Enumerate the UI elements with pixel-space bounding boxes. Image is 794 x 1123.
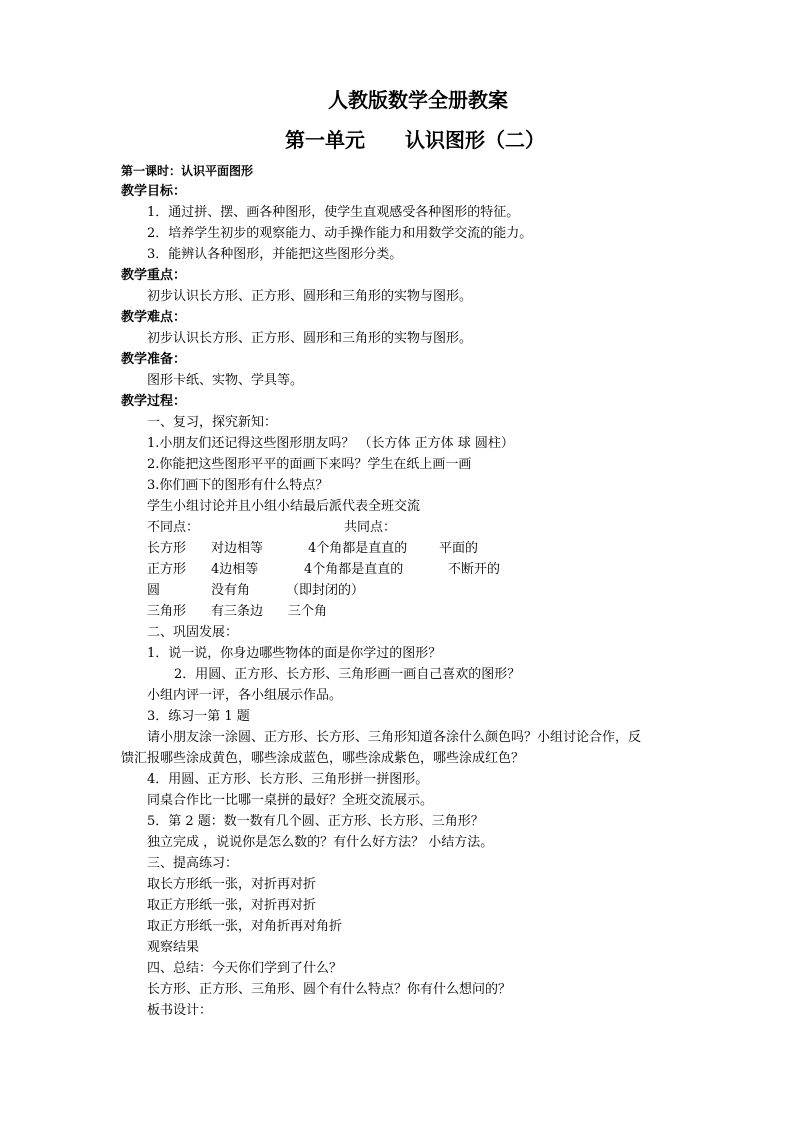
shape-name: 三角形 — [147, 604, 187, 619]
question-1: 1.小朋友们还记得这些图形朋友吗？ （长方体 正方体 球 圆柱） — [147, 436, 514, 451]
shape-angles: 4个角都是直直的 — [304, 562, 404, 577]
practice-item: 取正方形纸一张，对折再对折 — [147, 898, 317, 913]
lesson-heading: 第一课时：认识平面图形 — [121, 164, 254, 178]
shape-name: 正方形 — [147, 562, 187, 577]
shape-edges: 没有角 — [211, 583, 251, 598]
shape-edges: 有三条边 — [211, 604, 264, 619]
question-2: 2.你能把这些图形平平的面画下来吗？学生在纸上画一画 — [147, 457, 472, 472]
preparation-heading: 教学准备： — [121, 352, 187, 367]
section-2-title: 二、巩固发展： — [147, 625, 239, 640]
key-points-text: 初步认识长方形、正方形、圆形和三角形的实物与图形。 — [147, 289, 473, 304]
shape-name: 长方形 — [147, 541, 187, 556]
shape-name: 圆 — [147, 583, 161, 598]
key-points-heading: 教学重点： — [121, 268, 187, 283]
exercise-item: 4．用圆、正方形、长方形、三角形拼一拼图形。 — [147, 772, 429, 787]
document-title: 人教版数学全册教案 — [328, 88, 508, 112]
section-4-title: 四、总结：今天你们学到了什么？ — [147, 961, 343, 976]
exercise-note: 请小朋友涂一涂圆、正方形、长方形、三角形知道各涂什么颜色吗？小组讨论合作，反 — [147, 730, 642, 745]
summary-question: 长方形、正方形、三角形、圆个有什么特点？你有什么想问的？ — [147, 982, 512, 997]
exercise-note: 馈汇报哪些涂成黄色，哪些涂成蓝色，哪些涂成紫色，哪些涂成红色？ — [121, 751, 525, 766]
exercise-note: 小组内评一评，各小组展示作品。 — [147, 688, 343, 703]
shape-common: 不断开的 — [448, 562, 501, 577]
practice-item: 取正方形纸一张，对角折再对角折 — [147, 919, 343, 934]
objectives-heading: 教学目标： — [121, 184, 187, 199]
practice-item: 取长方形纸一张，对折再对折 — [147, 877, 317, 892]
similarities-label: 共同点： — [344, 520, 397, 535]
objective-item: 3．能辨认各种图形，并能把这些图形分类。 — [147, 247, 403, 262]
shape-angles: 三个角 — [288, 604, 328, 619]
difficulties-text: 初步认识长方形、正方形、圆形和三角形的实物与图形。 — [147, 331, 473, 346]
exercise-item: 5．第 2 题：数一数有几个圆、正方形、长方形、三角形？ — [147, 814, 484, 829]
process-heading: 教学过程： — [121, 394, 187, 409]
exercise-note: 独立完成 ，说说你是怎么数的？有什么好方法？ 小结方法。 — [147, 835, 494, 850]
shape-common: 平面的 — [439, 541, 479, 556]
question-3: 3.你们画下的图形有什么特点？ — [147, 478, 329, 493]
shape-edges: 对边相等 — [211, 541, 264, 556]
discussion-note: 学生小组讨论并且小组小结最后派代表全班交流 — [147, 499, 421, 514]
section-1-title: 一、复习，探究新知： — [147, 415, 278, 430]
exercise-item: 1．说一说，你身边哪些物体的面是你学过的图形？ — [147, 646, 442, 661]
shape-angles: （即封闭的） — [286, 583, 365, 598]
shape-edges: 4边相等 — [211, 562, 259, 577]
practice-item: 观察结果 — [147, 940, 200, 955]
shape-angles: 4个角都是直直的 — [308, 541, 408, 556]
board-design-label: 板书设计： — [147, 1003, 213, 1018]
exercise-note: 同桌合作比一比哪一桌拼的最好？全班交流展示。 — [147, 793, 434, 808]
differences-label: 不同点： — [147, 520, 200, 535]
preparation-text: 图形卡纸、实物、学具等。 — [147, 373, 304, 388]
objective-item: 2．培养学生初步的观察能力、动手操作能力和用数学交流的能力。 — [147, 226, 533, 241]
exercise-item: 3．练习一第 1 题 — [147, 709, 250, 724]
unit-title: 第一单元 认识图形（二） — [285, 128, 545, 152]
exercise-item: 2．用圆、正方形、长方形、三角形画一画自己喜欢的图形？ — [174, 667, 521, 682]
section-3-title: 三、提高练习： — [147, 856, 239, 871]
difficulties-heading: 教学难点： — [121, 310, 187, 325]
objective-item: 1．通过拼、摆、画各种图形，使学生直观感受各种图形的特征。 — [147, 205, 520, 220]
